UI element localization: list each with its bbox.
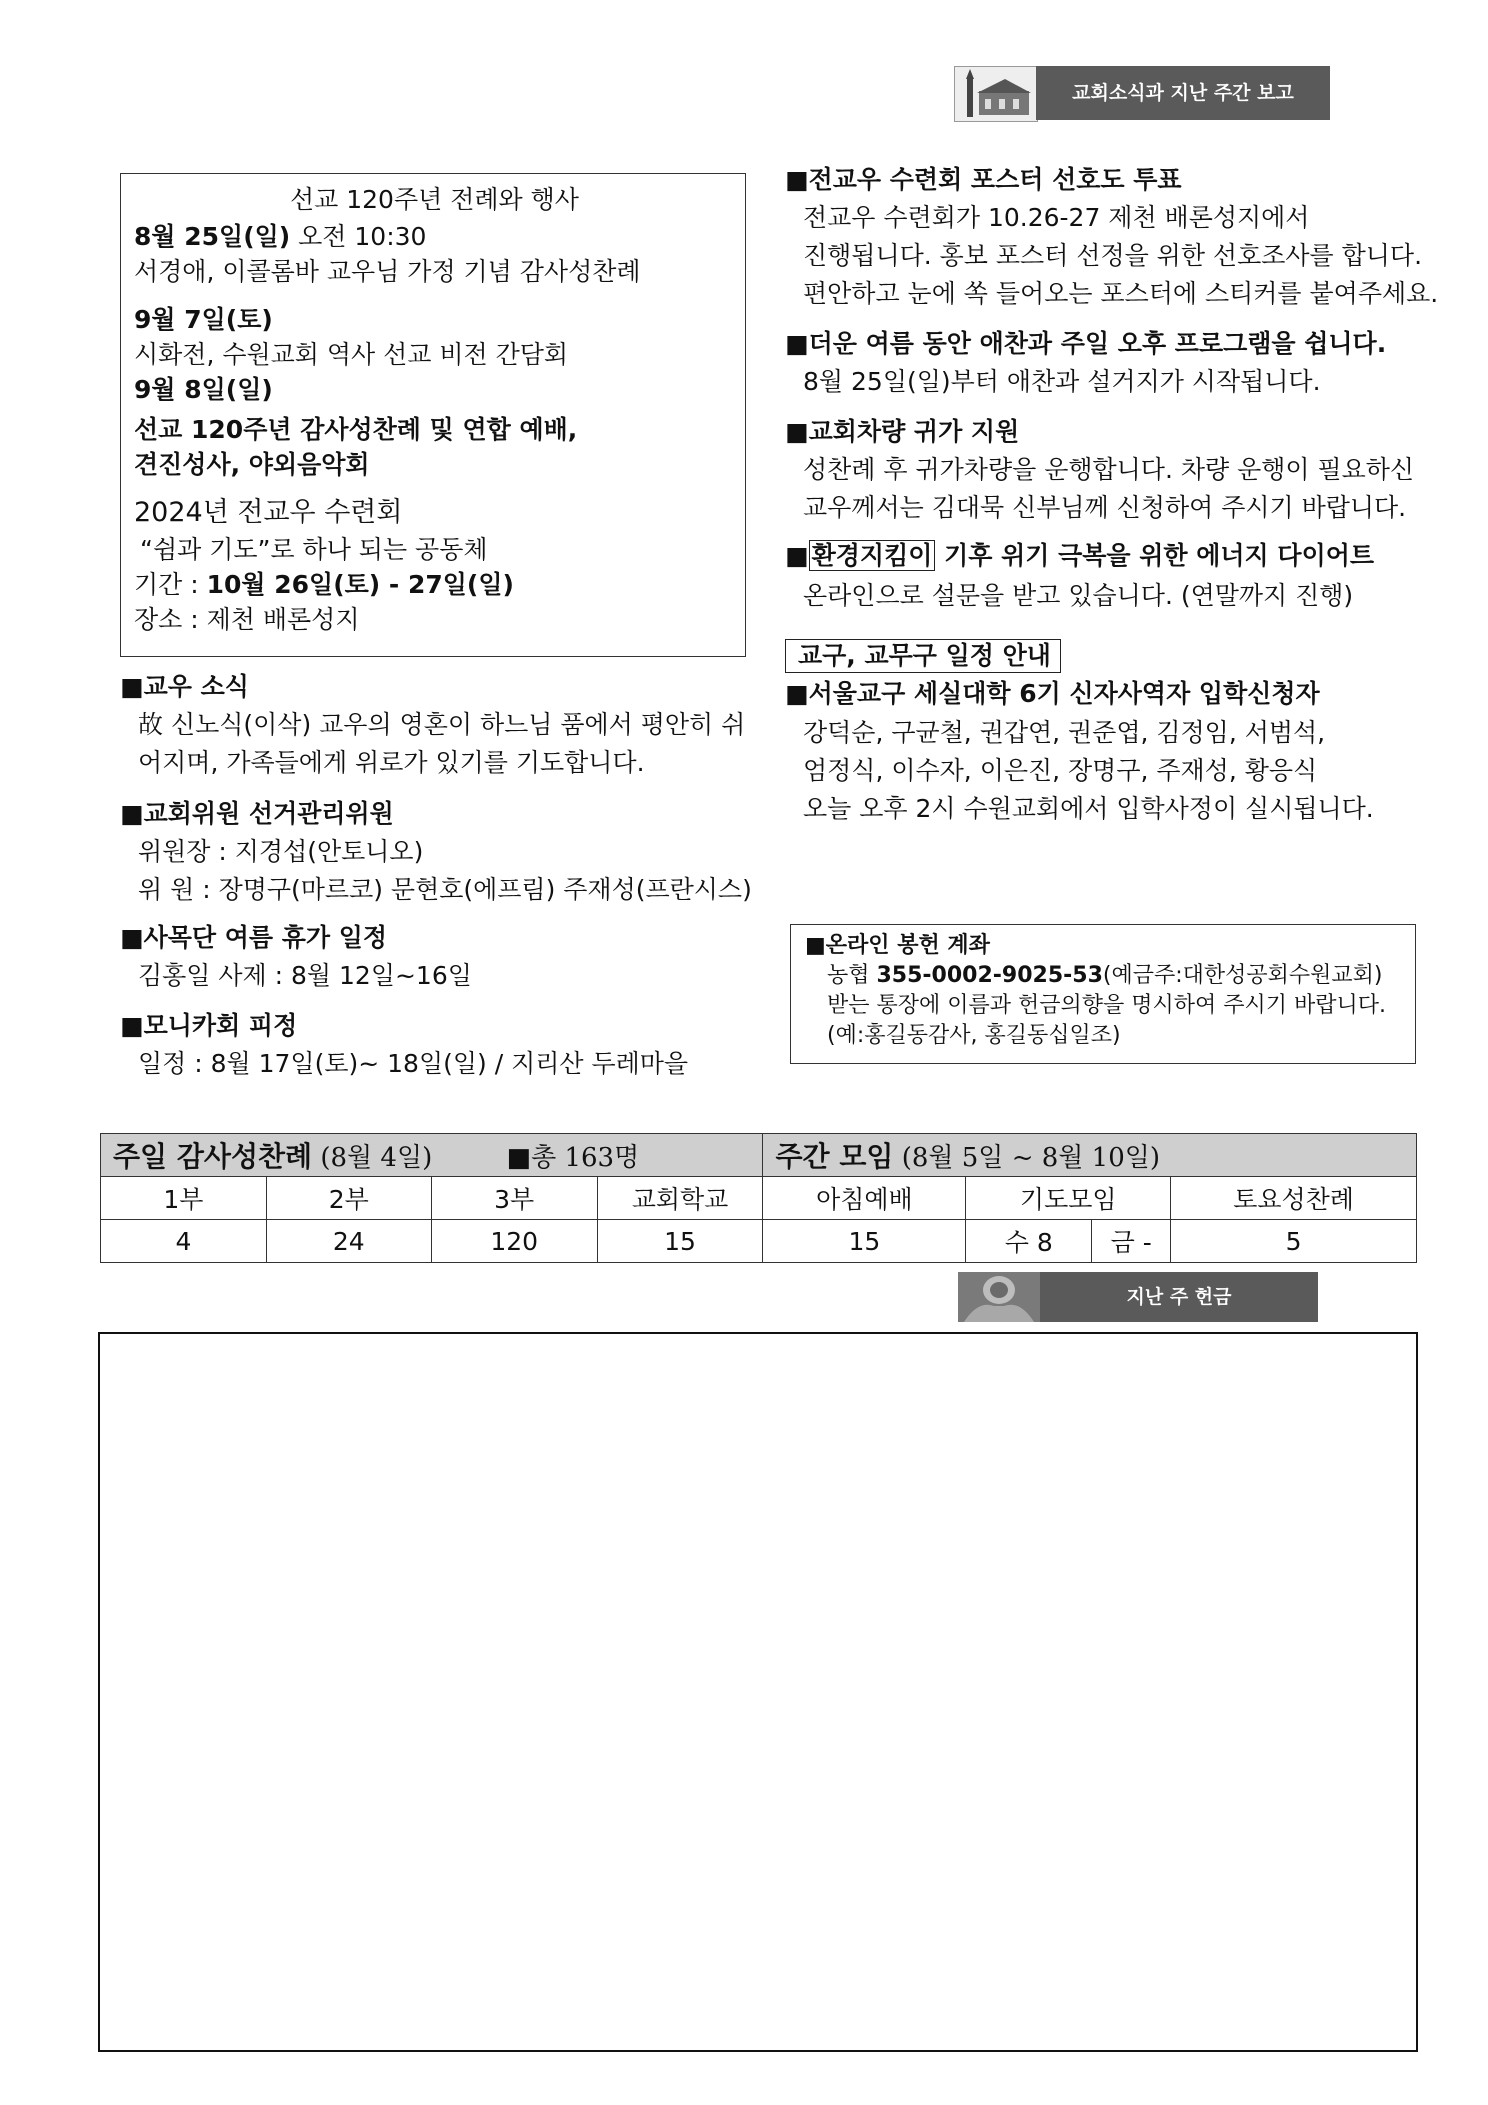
poster-title: 전교우 수련회 포스터 선호도 투표 (808, 165, 1182, 194)
attendance-table (100, 1133, 1417, 1263)
col-church-school: 교회학교 (597, 1177, 763, 1220)
poster-heading (785, 163, 1182, 197)
sunday-title: 주일 감사성찬례 (113, 1140, 313, 1173)
event1-date: 8월 25일(일) (134, 222, 291, 251)
car-heading (785, 415, 1019, 449)
retreat-place: 장소 : 제천 배론성지 (134, 605, 360, 634)
weekly-title: 주간 모임 (775, 1140, 894, 1173)
account-bank: 농협 (827, 963, 877, 988)
event3-desc2: 견진성사, 야외음악회 (134, 450, 370, 479)
account-heading (805, 931, 990, 961)
member-news-line2: 어지며, 가족들에게 위로가 있기를 기도합니다. (138, 748, 645, 777)
bullet-square-icon: ■ (785, 417, 809, 446)
event3-desc1: 선교 120주년 감사성찬례 및 연합 예배, (134, 415, 578, 444)
val-service1: 4 (101, 1220, 267, 1263)
election-chair: 위원장 : 지경섭(안토니오) (138, 837, 424, 866)
col-service1: 1부 (101, 1177, 267, 1220)
col-prayer-meeting: 기도모임 (966, 1177, 1171, 1220)
account-number-line (827, 961, 1383, 991)
member-news-title: 교우 소식 (143, 672, 249, 701)
retreat-period (134, 568, 514, 602)
retreat-theme: “쉼과 기도”로 하나 되는 공동체 (140, 535, 488, 564)
attendance-header-row (101, 1134, 1417, 1177)
mission-title: 선교 120주년 전례와 행사 (290, 185, 579, 214)
bullet-square-icon: ■ (120, 923, 144, 952)
poster-line3: 편안하고 눈에 쏙 들어오는 포스터에 스티커를 붙여주세요. (803, 279, 1439, 308)
event2-date: 9월 7일(토) (134, 305, 273, 334)
event1-desc: 서경애, 이콜롬바 교우님 가정 기념 감사성찬례 (134, 257, 641, 286)
election-heading (120, 797, 394, 831)
event3-date: 9월 8일(일) (134, 375, 273, 404)
bullet-square-icon: ■ (120, 1011, 144, 1040)
col-service3: 3부 (431, 1177, 597, 1220)
monica-line1: 일정 : 8월 17일(토)~ 18일(일) / 지리산 두레마을 (138, 1049, 689, 1078)
member-news-heading (120, 670, 249, 704)
bullet-square-icon: ■ (785, 329, 809, 358)
bullet-square-icon: ■ (785, 679, 809, 708)
car-line1: 성찬례 후 귀가차량을 운행합니다. 차량 운행이 필요하신 (803, 455, 1415, 484)
event1-time: 오전 10:30 (290, 222, 427, 251)
event2-desc: 시화전, 수원교회 역사 선교 비전 간담회 (134, 340, 569, 369)
eco-heading (785, 539, 1374, 573)
val-church-school: 15 (597, 1220, 763, 1263)
val-service2: 24 (266, 1220, 431, 1263)
col-service2: 2부 (266, 1177, 431, 1220)
val-saturday-eucharist: 5 (1171, 1220, 1417, 1263)
seoul-line2: 엄정식, 이수자, 이은진, 장명구, 주재성, 황응식 (803, 756, 1318, 785)
poster-line2: 진행됩니다. 홍보 포스터 선정을 위한 선호조사를 합니다. (803, 241, 1423, 270)
offering-hands-image (958, 1272, 1040, 1322)
eco-title: 기후 위기 극복을 위한 에너지 다이어트 (935, 541, 1375, 570)
election-title: 교회위원 선거관리위원 (143, 799, 394, 828)
weekly-date: (8월 5일 ~ 8월 10일) (893, 1143, 1161, 1173)
sunday-header (101, 1134, 763, 1177)
bullet-square-icon: ■ (120, 799, 144, 828)
bullet-square-icon: ■ (785, 165, 809, 194)
seoul-line3: 오늘 오후 2시 수원교회에서 입학사정이 실시됩니다. (803, 794, 1374, 823)
eco-line1: 온라인으로 설문을 받고 있습니다. (연말까지 진행) (803, 581, 1354, 610)
val-prayer-wed: 수 8 (966, 1220, 1092, 1263)
election-members: 위 원 : 장명구(마르코) 문현호(에프림) 주재성(프란시스) (138, 875, 752, 904)
event1 (134, 220, 426, 254)
retreat-period-label: 기간 : (134, 570, 207, 599)
account-title: 온라인 봉헌 계좌 (825, 933, 990, 958)
poster-line1: 전교우 수련회가 10.26-27 제천 배론성지에서 (803, 203, 1310, 232)
seoul-heading (785, 677, 1320, 711)
car-title: 교회차량 귀가 지원 (808, 417, 1020, 446)
monica-title: 모니카회 피정 (143, 1011, 298, 1040)
col-morning-prayer: 아침예배 (763, 1177, 966, 1220)
account-holder: (예금주:대한성공회수원교회) (1102, 963, 1383, 988)
col-saturday-eucharist: 토요성찬례 (1171, 1177, 1417, 1220)
section-label: 교회소식과 지난 주간 보고 (1036, 66, 1330, 120)
seoul-line1: 강덕순, 구균철, 권갑연, 권준엽, 김정임, 서범석, (803, 718, 1326, 747)
vacation-line1: 김홍일 사제 : 8월 12일~16일 (138, 961, 472, 990)
val-service3: 120 (431, 1220, 597, 1263)
monica-heading (120, 1009, 297, 1043)
attendance-columns-row (101, 1177, 1417, 1220)
member-news-line1: 故 신노식(이삭) 교우의 영혼이 하느님 품에서 평안히 쉬 (138, 710, 746, 739)
sunday-total: ■총 163명 (506, 1143, 640, 1173)
summer-heading (785, 327, 1386, 361)
bullet-square-icon: ■ (805, 933, 826, 958)
online-offering-account-box (790, 924, 1416, 1064)
attendance-values-row (101, 1220, 1417, 1263)
offering-label: 지난 주 헌금 (1040, 1272, 1318, 1322)
bullet-square-icon: ■ (120, 672, 144, 701)
church-logo-image (954, 66, 1038, 122)
val-morning-prayer: 15 (763, 1220, 966, 1263)
sunday-date: (8월 4일) (312, 1143, 433, 1173)
account-number: 355-0002-9025-53 (876, 963, 1103, 988)
retreat-period-value: 10월 26일(토) - 27일(일) (206, 570, 514, 599)
car-line2: 교우께서는 김대묵 신부님께 신청하여 주시기 바랍니다. (803, 493, 1407, 522)
weekly-header (763, 1134, 1417, 1177)
region-schedule-tag: 교구, 교무구 일정 안내 (785, 639, 1061, 673)
seoul-title: 서울교구 세실대학 6기 신자사역자 입학신청자 (808, 679, 1320, 708)
offering-report-box (98, 1332, 1418, 2052)
vacation-heading (120, 921, 387, 955)
eco-tag: 환경지킴이 (809, 540, 936, 571)
summer-line1: 8월 25일(일)부터 애찬과 설거지가 시작됩니다. (803, 367, 1321, 396)
account-note2: (예:홍길동감사, 홍길동십일조) (827, 1023, 1121, 1048)
val-prayer-fri: 금 - (1092, 1220, 1171, 1263)
bullet-square-icon: ■ (785, 541, 809, 570)
account-note1: 받는 통장에 이름과 헌금의향을 명시하여 주시기 바랍니다. (827, 993, 1387, 1018)
vacation-title: 사목단 여름 휴가 일정 (143, 923, 388, 952)
summer-title: 더운 여름 동안 애찬과 주일 오후 프로그램을 쉽니다. (808, 329, 1387, 358)
retreat-title: 2024년 전교우 수련회 (134, 497, 403, 528)
